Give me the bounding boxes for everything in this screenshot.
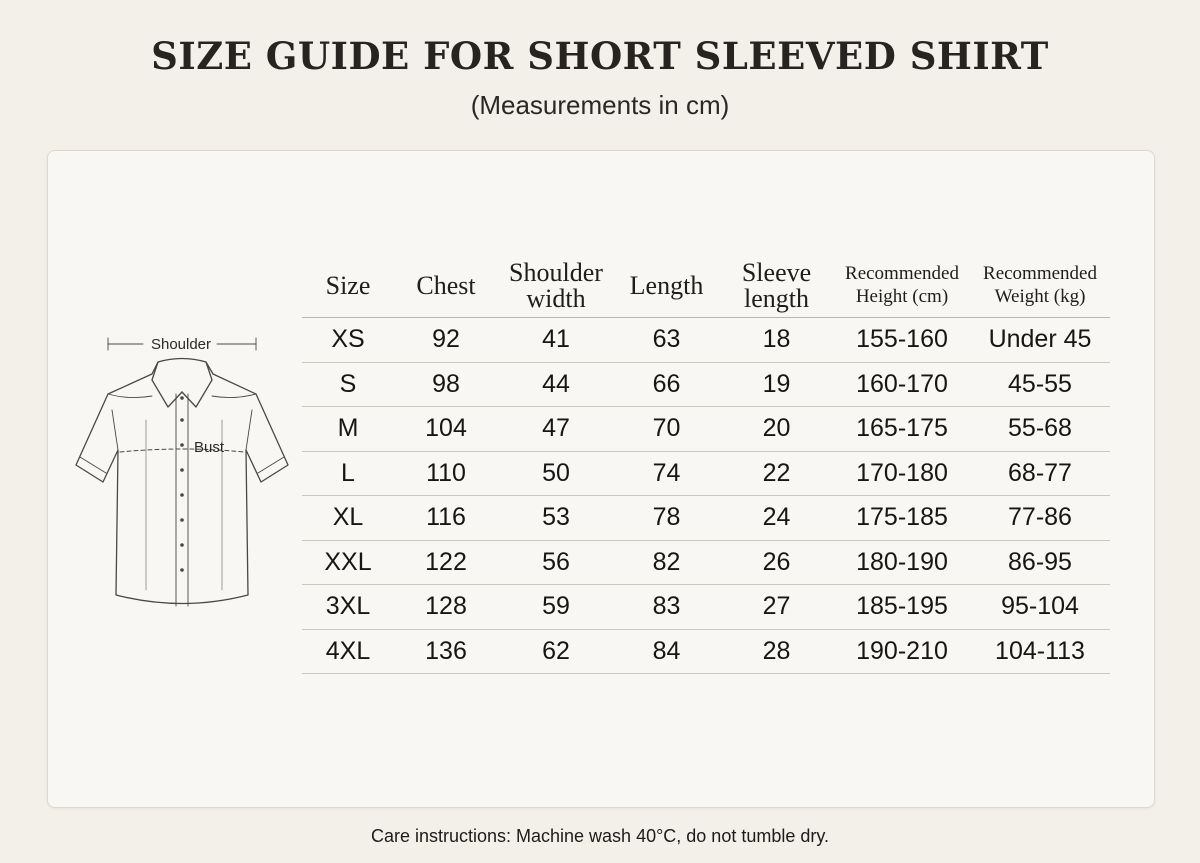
- cell-shoulder: 50: [498, 451, 614, 496]
- header-sleeve-length: Sleeve length: [719, 255, 834, 318]
- cell-height: 170-180: [834, 451, 970, 496]
- table-row: [302, 318, 1110, 363]
- cell-height: 180-190: [834, 540, 970, 585]
- cell-size: S: [302, 362, 394, 407]
- cell-height: 165-175: [834, 407, 970, 452]
- cell-length: 66: [614, 362, 719, 407]
- cell-chest: 104: [394, 407, 498, 452]
- cell-length: 78: [614, 496, 719, 541]
- cell-shoulder: 44: [498, 362, 614, 407]
- cell-shoulder: 47: [498, 407, 614, 452]
- cell-weight: 95-104: [970, 585, 1110, 630]
- header-size: Size: [302, 255, 394, 318]
- cell-shoulder: 62: [498, 629, 614, 674]
- cell-size: L: [302, 451, 394, 496]
- cell-length: 63: [614, 318, 719, 363]
- cell-sleeve: 28: [719, 629, 834, 674]
- cell-chest: 122: [394, 540, 498, 585]
- table-row: [302, 540, 1110, 585]
- cell-chest: 110: [394, 451, 498, 496]
- cell-height: 185-195: [834, 585, 970, 630]
- cell-shoulder: 53: [498, 496, 614, 541]
- size-table: [302, 255, 1110, 674]
- cell-length: 82: [614, 540, 719, 585]
- cell-height: 155-160: [834, 318, 970, 363]
- cell-length: 84: [614, 629, 719, 674]
- header-recommended-height: Recommended Height (cm): [834, 255, 970, 318]
- header-recommended-weight: Recommended Weight (kg): [970, 255, 1110, 318]
- care-instructions: Care instructions: Machine wash 40°C, do not tumble dry.: [370, 826, 830, 846]
- cell-sleeve: 18: [719, 318, 834, 363]
- header-shoulder-width: Shoulder width: [498, 255, 614, 318]
- table-row: [302, 407, 1110, 452]
- cell-weight: 86-95: [970, 540, 1110, 585]
- shoulder-label: Shoulder: [150, 336, 212, 353]
- cell-length: 83: [614, 585, 719, 630]
- cell-shoulder: 56: [498, 540, 614, 585]
- cell-chest: 92: [394, 318, 498, 363]
- cell-size: M: [302, 407, 394, 452]
- cell-sleeve: 19: [719, 362, 834, 407]
- page-subtitle: (Measurements in cm): [470, 90, 730, 120]
- cell-shoulder: 59: [498, 585, 614, 630]
- cell-sleeve: 26: [719, 540, 834, 585]
- cell-chest: 98: [394, 362, 498, 407]
- table-row: [302, 362, 1110, 407]
- cell-height: 160-170: [834, 362, 970, 407]
- table-row: [302, 585, 1110, 630]
- cell-sleeve: 27: [719, 585, 834, 630]
- cell-chest: 128: [394, 585, 498, 630]
- header-length: Length: [614, 255, 719, 318]
- cell-size: XL: [302, 496, 394, 541]
- cell-weight: Under 45: [970, 318, 1110, 363]
- cell-size: XXL: [302, 540, 394, 585]
- cell-shoulder: 41: [498, 318, 614, 363]
- cell-chest: 136: [394, 629, 498, 674]
- cell-weight: 45-55: [970, 362, 1110, 407]
- cell-sleeve: 24: [719, 496, 834, 541]
- cell-length: 74: [614, 451, 719, 496]
- cell-chest: 116: [394, 496, 498, 541]
- bust-label: Bust: [194, 439, 225, 456]
- cell-weight: 68-77: [970, 451, 1110, 496]
- cell-height: 175-185: [834, 496, 970, 541]
- cell-height: 190-210: [834, 629, 970, 674]
- table-row: [302, 629, 1110, 674]
- cell-size: 4XL: [302, 629, 394, 674]
- cell-weight: 77-86: [970, 496, 1110, 541]
- cell-size: 3XL: [302, 585, 394, 630]
- cell-size: XS: [302, 318, 394, 363]
- cell-sleeve: 22: [719, 451, 834, 496]
- cell-sleeve: 20: [719, 407, 834, 452]
- shirt-diagram: [70, 326, 295, 616]
- header-chest: Chest: [394, 255, 498, 318]
- cell-length: 70: [614, 407, 719, 452]
- table-row: [302, 496, 1110, 541]
- cell-weight: 55-68: [970, 407, 1110, 452]
- table-row: [302, 451, 1110, 496]
- page-title: SIZE GUIDE FOR SHORT SLEEVED SHIRT: [151, 34, 1049, 78]
- cell-weight: 104-113: [970, 629, 1110, 674]
- table-header-row: [302, 255, 1110, 318]
